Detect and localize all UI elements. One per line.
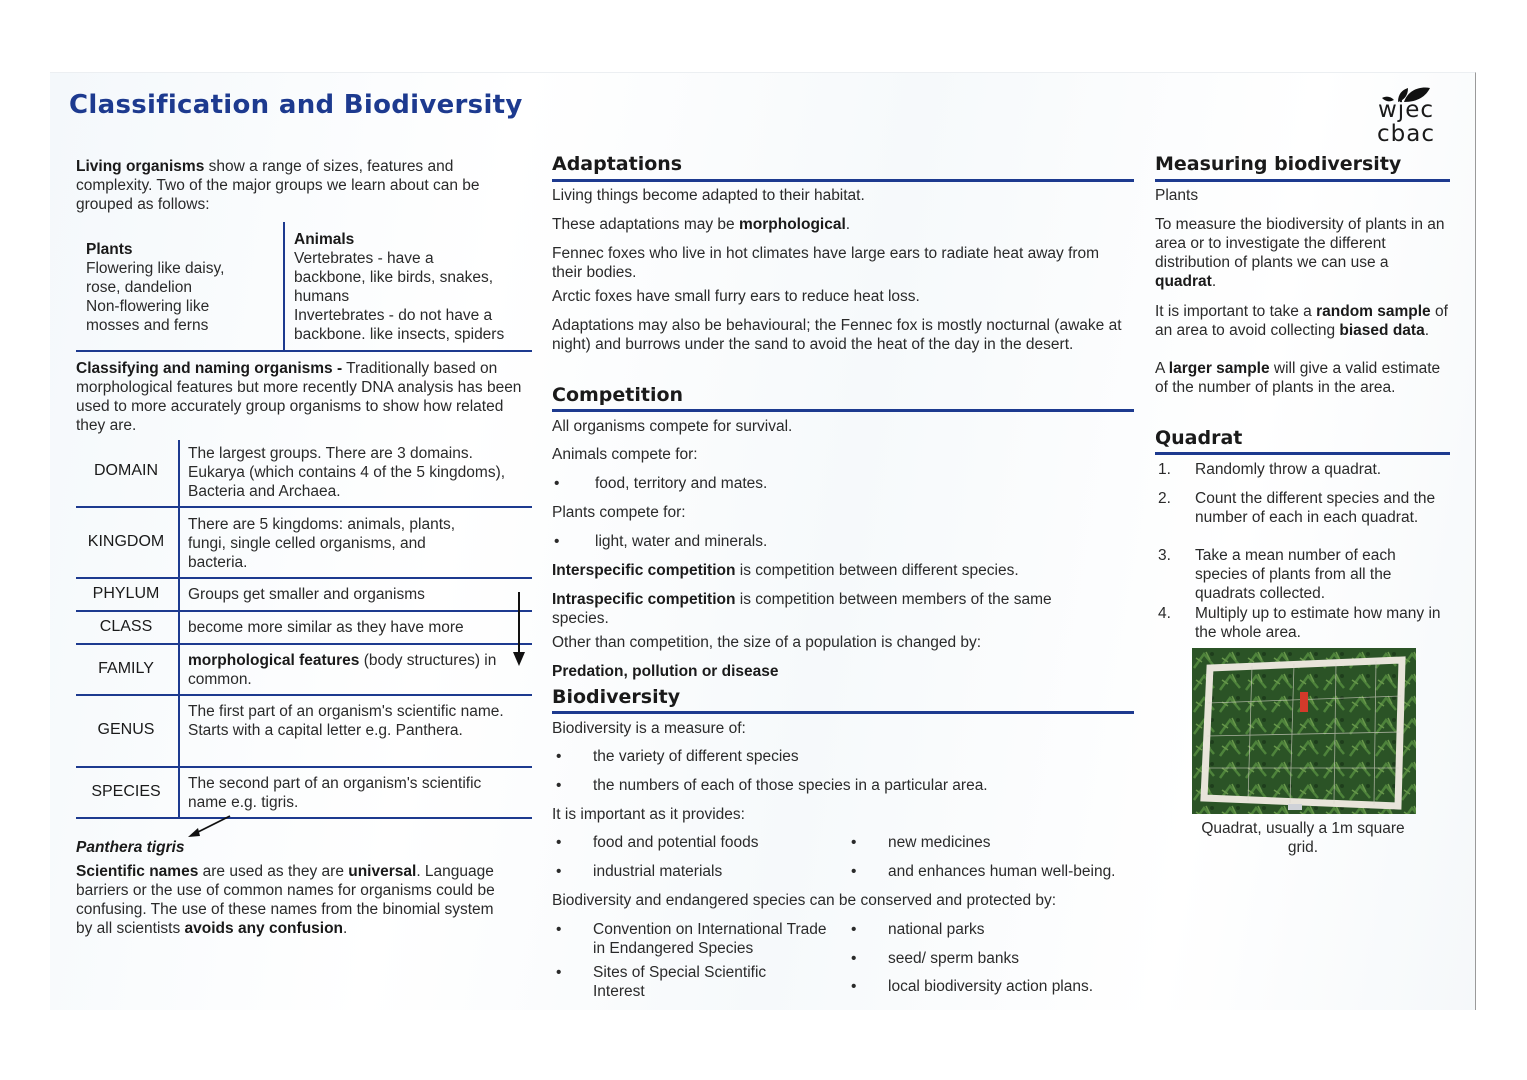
competition-bullet-plants: light, water and minerals. <box>595 533 768 550</box>
plants-line: Non-flowering like <box>86 298 210 315</box>
sci-text-1: are used as they are <box>198 863 349 880</box>
adaptations-p5: Adaptations may also be behavioural; the Fennec fox is mostly nocturnal (awake at night) and burrows under the sand to avoid the heat of the day in the desert. <box>552 317 1122 353</box>
measuring-p4-bold: larger sample <box>1168 360 1270 377</box>
step-number: 4. <box>1158 605 1171 622</box>
provides-item: food and potential foods <box>593 834 759 851</box>
protect-item: seed/ sperm banks <box>888 950 1019 967</box>
bullet-icon: • <box>851 921 857 938</box>
intro-bold: Living organisms <box>76 158 205 175</box>
bullet-icon: • <box>556 921 562 938</box>
sci-bold-3: avoids any confusion <box>184 920 344 937</box>
bullet-icon: • <box>851 978 857 995</box>
table-column-divider <box>178 440 180 818</box>
rank-class-desc: become more similar as they have more <box>188 619 464 636</box>
step-number: 1. <box>1158 461 1171 478</box>
step-number: 2. <box>1158 490 1171 507</box>
bullet-icon: • <box>556 777 562 794</box>
sci-bold-1: Scientific names <box>76 863 199 880</box>
bullet-icon: • <box>851 863 857 880</box>
table-row-rule <box>76 577 532 579</box>
bullet-icon: • <box>556 834 562 851</box>
rank-species-desc: The second part of an organism's scientific name e.g. tigris. <box>188 775 482 811</box>
measuring-p3-text-2: of an area to avoid collecting <box>1155 303 1448 339</box>
interspecific-paragraph <box>552 561 1122 580</box>
quadrat-rule <box>1155 452 1450 455</box>
page-title: Classification and Biodiversity <box>69 90 523 120</box>
logo-wordmark <box>1371 98 1441 146</box>
animals-box <box>294 230 534 344</box>
measuring-p4 <box>1155 359 1450 397</box>
measuring-p4-end: will give a valid estimate of the number of plants in the area. <box>1155 360 1441 396</box>
family-desc-bold: morphological features <box>188 652 360 669</box>
bullet-icon: • <box>554 533 560 550</box>
table-row-rule <box>76 766 532 768</box>
bullet-icon: • <box>556 748 562 765</box>
example-scientific-name: Panthera tigris <box>76 839 185 856</box>
adapt-p2-text: These adaptations may be <box>552 216 739 233</box>
rank-family: FAMILY <box>98 660 154 677</box>
plants-line: rose, dandelion <box>86 279 192 296</box>
biodiversity-p3: Biodiversity and endangered species can be conserved and protected by: <box>552 892 1057 909</box>
protect-item: national parks <box>888 921 985 938</box>
step-number: 3. <box>1158 547 1171 564</box>
adaptations-rule <box>552 179 1134 182</box>
rank-kingdom-desc: There are 5 kingdoms: animals, plants, fungi, single celled organisms, and bacteria. <box>188 516 456 571</box>
bullet-icon: • <box>851 950 857 967</box>
intraspecific-paragraph <box>552 590 1112 628</box>
rank-genus: GENUS <box>97 721 155 738</box>
table-row-rule <box>76 643 532 645</box>
table-row-rule <box>76 694 532 696</box>
measuring-p3-bold: random sample <box>1316 303 1431 320</box>
animals-line: Vertebrates - have a <box>294 250 434 267</box>
inter-text: is competition between different species. <box>735 562 1019 579</box>
competition-bullet-animals: food, territory and mates. <box>595 475 768 492</box>
down-arrow-icon <box>505 590 533 670</box>
quadrat-step: Count the different species and the number of each in each quadrat. <box>1195 490 1436 526</box>
adapt-p2-end: . <box>845 216 851 233</box>
measuring-p4-text: A <box>1155 360 1169 377</box>
intra-bold: Intraspecific competition <box>552 591 736 608</box>
biodiversity-p2: It is important as it provides: <box>552 806 745 823</box>
measuring-p3-bold-2: biased data <box>1339 322 1425 339</box>
adaptations-p2 <box>552 215 1122 234</box>
measuring-p2-bold: quadrat <box>1155 273 1212 290</box>
quadrat-photo <box>1192 648 1416 814</box>
logo-line-2: cbac <box>1377 121 1435 147</box>
rank-domain: DOMAIN <box>94 462 158 479</box>
biodiversity-bullet-variety: the variety of different species <box>593 748 799 765</box>
rank-species: SPECIES <box>91 783 161 800</box>
measuring-p1: Plants <box>1155 187 1199 204</box>
sci-text-3: . <box>343 920 348 937</box>
rank-phylum: PHYLUM <box>92 585 160 602</box>
measuring-heading: Measuring biodiversity <box>1155 153 1402 175</box>
quadrat-step: Randomly throw a quadrat. <box>1195 461 1382 478</box>
quadrat-heading: Quadrat <box>1155 427 1243 449</box>
provides-item: and enhances human well-being. <box>888 863 1116 880</box>
biodiversity-p1: Biodiversity is a measure of: <box>552 720 746 737</box>
rank-class: CLASS <box>99 618 153 635</box>
plants-line: Flowering like daisy, <box>86 260 225 277</box>
adapt-p2-bold: morphological <box>738 216 846 233</box>
measuring-p3-text: It is important to take a <box>1155 303 1317 320</box>
animals-line: backbone. like insects, spiders <box>294 326 505 343</box>
plants-box <box>86 240 276 335</box>
rank-family-desc <box>188 651 508 689</box>
photo-caption: Quadrat, usually a 1m square grid. <box>1201 820 1405 856</box>
adaptations-p3: Fennec foxes who live in hot climates have large ears to radiate heat away from their bodies. <box>552 245 1100 281</box>
animals-heading: Animals <box>294 231 355 248</box>
rank-genus-desc: The first part of an organism's scientific name. Starts with a capital letter e.g. Panthera. <box>188 703 504 739</box>
scientific-names-paragraph <box>76 862 506 938</box>
biodiversity-bullet-numbers: the numbers of each of those species in a particular area. <box>593 777 988 794</box>
competition-p2: Animals compete for: <box>552 446 698 463</box>
sci-text-2: . Language barriers or the use of common names for organisms could be confusing. The use of these names from the binomial system by all scientists <box>76 863 495 937</box>
rank-phylum-desc: Groups get smaller and organisms <box>188 586 425 603</box>
intra-text: is competition between members of the same species. <box>552 591 1052 627</box>
logo-line-1: wjec <box>1378 97 1434 123</box>
pointer-arrow-icon <box>184 814 234 840</box>
competition-rule <box>552 409 1134 412</box>
quadrat-step: Take a mean number of each species of plants from all the quadrats collected. <box>1195 547 1396 602</box>
measuring-p2 <box>1155 215 1450 291</box>
competition-p5: Predation, pollution or disease <box>552 663 779 680</box>
competition-p3: Plants compete for: <box>552 504 686 521</box>
provides-item: new medicines <box>888 834 991 851</box>
classifying-text: Traditionally based on morphological features but more recently DNA analysis has been used to more accurately group organisms to show how related they are. <box>76 360 522 434</box>
animals-line: Invertebrates - do not have a <box>294 307 493 324</box>
plants-animals-divider <box>283 222 285 350</box>
sci-bold-2: universal <box>348 863 417 880</box>
intro-text: show a range of sizes, features and complexity. Two of the major groups we learn about can be grouped as follows: <box>76 158 480 213</box>
protect-item: local biodiversity action plans. <box>888 978 1094 995</box>
groups-bottom-rule <box>76 350 532 352</box>
rank-domain-desc: The largest groups. There are 3 domains. Eukarya (which contains 4 of the 5 kingdoms), Bacteria and Archaea. <box>188 445 506 500</box>
bullet-icon: • <box>556 863 562 880</box>
competition-heading: Competition <box>552 384 684 406</box>
bullet-icon: • <box>556 964 562 981</box>
protect-item: Sites of Special Scientific Interest <box>593 964 767 1000</box>
measuring-p3-end: . <box>1424 322 1429 339</box>
classifying-paragraph <box>76 359 528 435</box>
table-bottom-rule <box>76 817 532 819</box>
classifying-bold: Classifying and naming organisms - <box>76 360 343 377</box>
inter-bold: Interspecific competition <box>552 562 736 579</box>
protect-item: Convention on International Trade in Endangered Species <box>593 921 827 957</box>
adaptations-heading: Adaptations <box>552 153 683 175</box>
animals-line: backbone, like birds, snakes, <box>294 269 494 286</box>
measuring-p2-text: To measure the biodiversity of plants in an area or to investigate the different distribution of plants we can use a <box>1155 216 1445 271</box>
family-desc-text: (body structures) in common. <box>188 652 497 688</box>
measuring-p3 <box>1155 302 1450 340</box>
quadrat-step: Multiply up to estimate how many in the whole area. <box>1195 605 1441 641</box>
measuring-p2-end: . <box>1211 273 1217 290</box>
adaptations-p4: Arctic foxes have small furry ears to reduce heat loss. <box>552 288 920 305</box>
plants-line: mosses and ferns <box>86 317 209 334</box>
biodiversity-heading: Biodiversity <box>552 686 681 708</box>
competition-p1: All organisms compete for survival. <box>552 418 793 435</box>
rank-kingdom: KINGDOM <box>87 533 165 550</box>
bullet-icon: • <box>851 834 857 851</box>
table-row-rule <box>76 506 532 508</box>
table-row-rule <box>76 610 532 612</box>
measuring-rule <box>1155 179 1450 182</box>
competition-p4: Other than competition, the size of a population is changed by: <box>552 634 982 651</box>
animals-line: humans <box>294 288 350 305</box>
adaptations-p1: Living things become adapted to their habitat. <box>552 187 865 204</box>
bullet-icon: • <box>554 475 560 492</box>
intro-paragraph <box>76 157 526 214</box>
biodiversity-rule <box>552 711 1134 714</box>
provides-item: industrial materials <box>593 863 723 880</box>
plants-heading: Plants <box>86 241 133 258</box>
